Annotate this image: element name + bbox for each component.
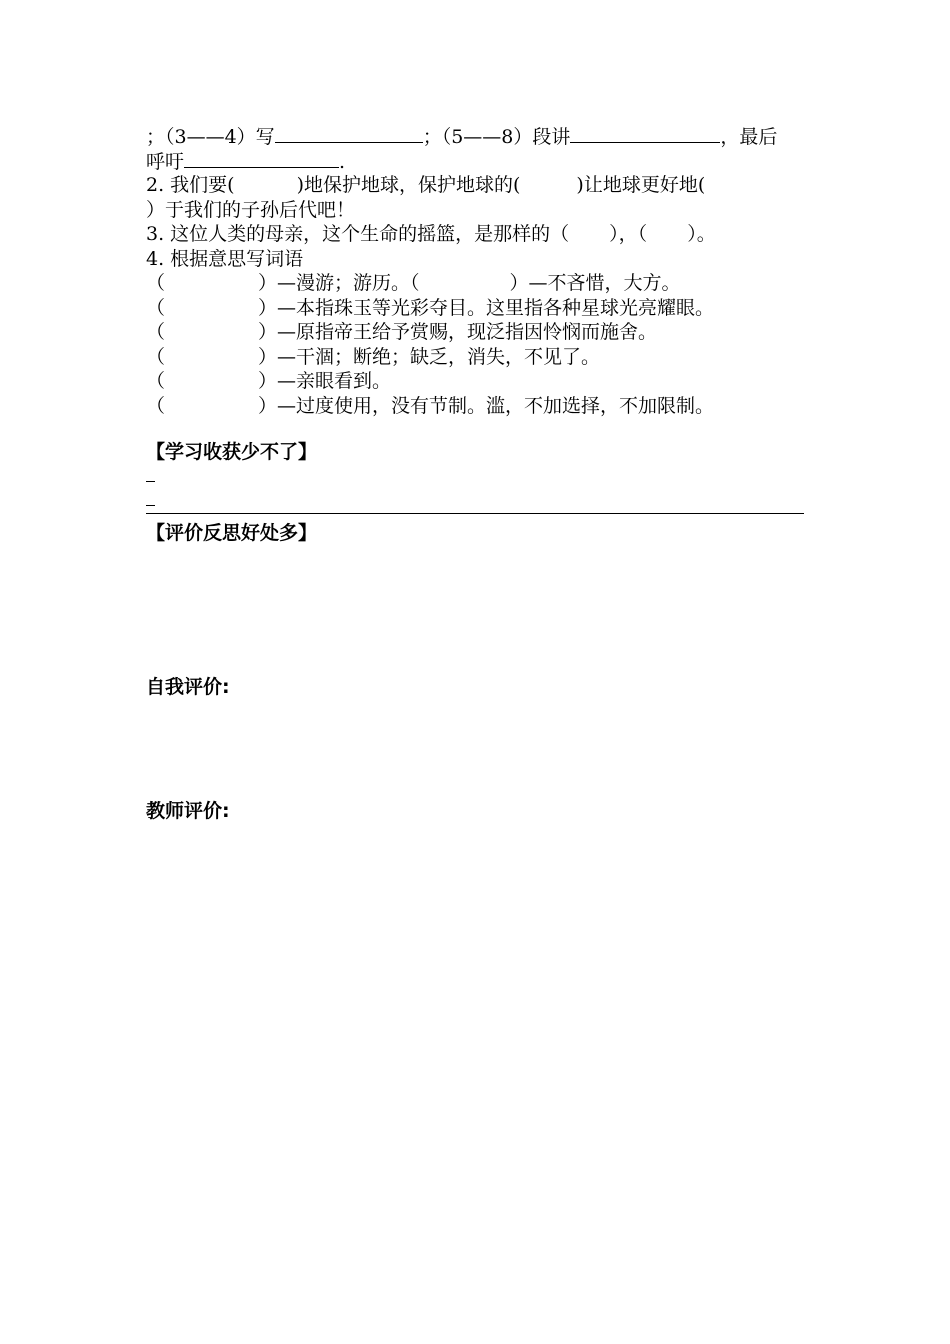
spacer (146, 418, 804, 440)
question-2-line-1 (146, 173, 804, 198)
rule-wrap (146, 513, 804, 521)
worksheet-page (146, 124, 804, 823)
word-definition: ）—干涸；断绝；缺乏，消失，不见了。 (258, 345, 601, 368)
harvest-line-2[interactable] (146, 489, 804, 513)
question-2-line-2 (146, 198, 804, 223)
q2-text-b: )地保护地球，保护地球的( (296, 174, 521, 196)
question-3 (146, 222, 804, 247)
word-definition: ）—本指珠玉等光彩夺目。这里指各种星球光亮耀眼。 (258, 296, 715, 319)
word-paren-open[interactable]: （ (146, 394, 166, 417)
spacer (146, 700, 804, 799)
answer-blank[interactable] (275, 124, 423, 143)
word-definition: ）—过度使用，没有节制。滥，不加选择，不加限制。 (258, 394, 715, 417)
q3-text-b: ），（ (609, 223, 648, 245)
question-4-title (146, 247, 804, 272)
word-paren-open[interactable]: （ (146, 345, 166, 368)
word-row (146, 296, 804, 321)
teacher-evaluation-label: 教师评价: (146, 799, 230, 822)
structure-text-d: 呼吁 (146, 150, 185, 173)
word-row (146, 345, 804, 370)
q2-text-d: ）于我们的子孙后代吧！ (146, 198, 356, 221)
answer-line-stub (146, 481, 155, 482)
answer-line-stub (146, 505, 155, 506)
word-row (146, 271, 804, 296)
q3-text-c: ）。 (687, 223, 716, 245)
q2-text-c: )让地球更好地( (576, 174, 706, 196)
structure-text-e: . (339, 150, 346, 173)
word-definition: ）—亲眼看到。 (258, 370, 392, 392)
word-row (146, 394, 804, 419)
structure-text-a: ；（3——4）写 (146, 126, 275, 148)
q3-text-a: 3. 这位人类的母亲，这个生命的摇篮，是那样的（ (146, 223, 570, 245)
harvest-heading: 【学习收获少不了】 (146, 441, 318, 463)
horizontal-rule (146, 513, 804, 514)
q4-title: 4. 根据意思写词语 (146, 247, 304, 270)
word-paren-open[interactable]: （ (146, 296, 166, 319)
word-row (146, 320, 804, 345)
structure-text-b: ；（5——8）段讲 (422, 126, 571, 148)
word-paren-open[interactable]: （ (146, 370, 166, 392)
structure-line-1 (146, 124, 804, 149)
word-definition: ）—原指帝王给予赏赐，现泛指因怜悯而施舍。 (258, 321, 658, 343)
answer-blank[interactable] (184, 149, 339, 168)
spacer (146, 545, 804, 675)
answer-blank[interactable] (570, 124, 720, 143)
self-evaluation-label: 自我评价: (146, 676, 230, 698)
q2-text-a: 2. 我们要( (146, 174, 235, 196)
word-definition: ）—不吝惜，大方。 (509, 272, 681, 294)
structure-text-c: ，最后 (720, 126, 778, 148)
harvest-line-1[interactable] (146, 465, 804, 489)
word-paren-open[interactable]: （ (146, 272, 166, 294)
structure-line-2 (146, 149, 804, 174)
word-row (146, 369, 804, 394)
reflection-heading: 【评价反思好处多】 (146, 521, 318, 544)
word-definition: ）—漫游；游历。（ (258, 272, 420, 294)
word-paren-open[interactable]: （ (146, 321, 166, 343)
